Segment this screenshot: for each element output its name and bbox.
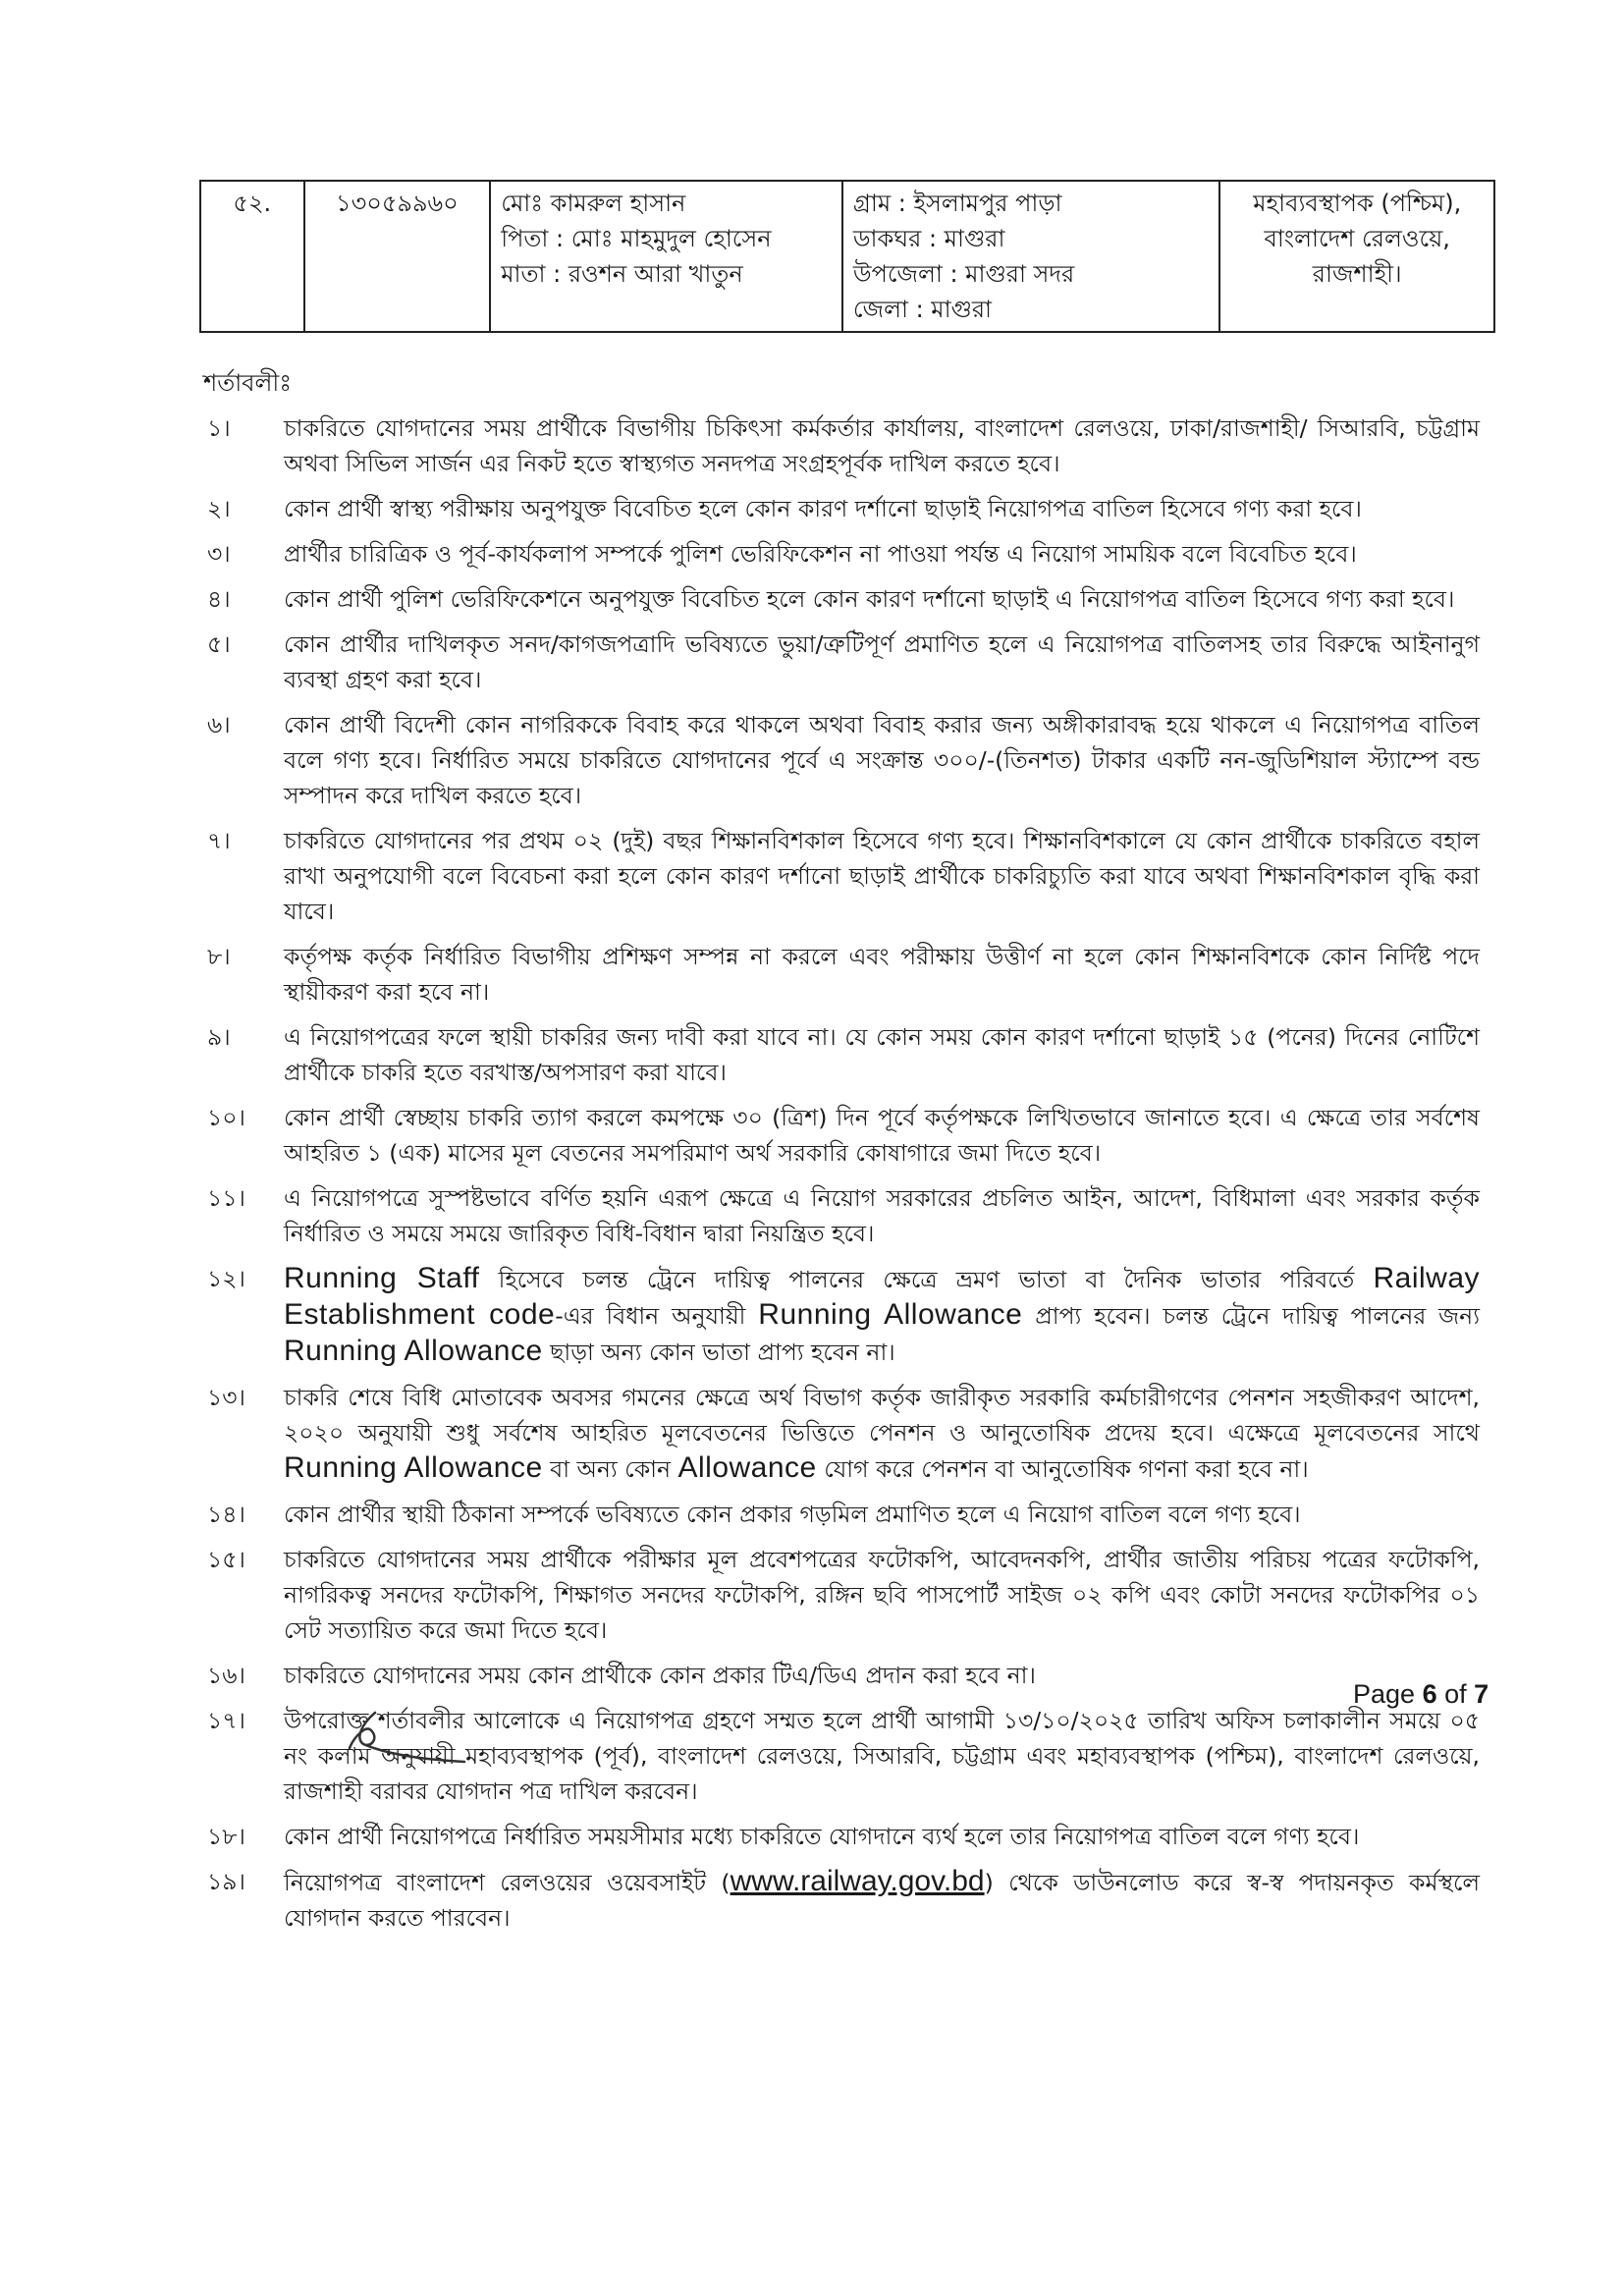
latin-term: Running Allowance — [758, 1298, 1023, 1331]
condition-number: ১। — [207, 414, 231, 442]
condition-number: ১৩। — [207, 1384, 245, 1411]
condition-number: ৯। — [207, 1023, 231, 1051]
condition-text: উপরোক্ত শর্তাবলীর আলোকে এ নিয়োগপত্র গ্রহণে সম্মত হলে প্রার্থী আগামী ১৩/১০/২০২৫ তারিখ অফিস চলাকালীন সময়ে ০৫ নং কলাম অনুযায়ী মহাব্যবস্থাপক (পূর্ব), বাংলাদেশ রেলওয়ে, সিআরবি, চট্টগ্রাম এবং মহাব্যবস্থাপক (পশ্চিম), বাংলাদেশ রেলওয়ে, রাজশাহী বরাবর যোগদান পত্র দাখিল করবেন। — [284, 1707, 1480, 1805]
condition-text: কোন প্রার্থী স্বাস্থ্য পরীক্ষায় অনুপযুক্ত বিবেচিত হলে কোন কারণ দর্শানো ছাড়াই নিয়োগপত্র বাতিল হিসেবে গণ্য করা হবে। — [284, 495, 1362, 522]
latin-term: Running Staff — [284, 1262, 480, 1294]
address-cell — [842, 181, 1220, 332]
condition-item — [203, 491, 1480, 526]
condition-number: ১৯। — [207, 1868, 245, 1895]
condition-number: ৮। — [207, 943, 231, 970]
serial-cell — [200, 181, 304, 332]
condition-text: কোন প্রার্থীর দাখিলকৃত সনদ/কাগজপত্রাদি ভবিষ্যতে ভুয়া/ত্রুটিপূর্ণ প্রমাণিত হলে এ নিয়োগপত্র বাতিলসহ তার বিরুদ্ধে আইনানুগ ব্যবস্থা গ্রহণ করা হবে। — [284, 630, 1480, 693]
serial-number: ৫২. — [233, 190, 272, 217]
condition-text: প্রার্থীর চারিত্রিক ও পূর্ব-কার্যকলাপ সম্পর্কে পুলিশ ভেরিফিকেশন না পাওয়া পর্যন্ত এ নিয়োগ সাময়িক বলে বিবেচিত হবে। — [284, 540, 1357, 568]
condition-number: ৬। — [207, 711, 231, 738]
condition-text: কোন প্রার্থী স্বেচ্ছায় চাকরি ত্যাগ করলে কমপক্ষে ৩০ (ত্রিশ) দিন পূর্বে কর্তৃপক্ষকে লিখিতভাবে জানাতে হবে। এ ক্ষেত্রে তার সর্বশেষ আহরিত ১ (এক) মাসের মূল বেতনের সমপরিমাণ অর্থ সরকারি কোষাগারে জমা দিতে হবে। — [284, 1104, 1480, 1167]
office-cell — [1219, 181, 1494, 332]
condition-item — [203, 581, 1480, 617]
condition-text: এ নিয়োগপত্রে সুস্পষ্টভাবে বর্ণিত হয়নি এরূপ ক্ষেত্রে এ নিয়োগ সরকারের প্রচলিত আইন, আদেশ, বিধিমালা এবং সরকার কর্তৃক নির্ধারিত ও সময়ে সময়ে জারিকৃত বিধি-বিধান দ্বারা নিয়ন্ত্রিত হবে। — [284, 1184, 1480, 1247]
text-run: ) থেকে ডাউনলোড করে স্ব-স্ব পদায়নকৃত কর্মস্থলে যোগদান করতে পারবেন। — [284, 1869, 1480, 1932]
condition-text: চাকরিতে যোগদানের সময় প্রার্থীকে পরীক্ষার মূল প্রবেশপত্রের ফটোকপি, আবেদনকপি, প্রার্থীর জাতীয় পরিচয় পত্রের ফটোকপি, নাগরিকত্ব সনদের ফটোকপি, শিক্ষাগত সনদের ফটোকপি, রঙ্গিন ছবি পাসপোর্ট সাইজ ০২ কপি এবং কোটা সনদের ফটোকপির ০১ সেট সত্যায়িত করে জমা দিতে হবে। — [284, 1546, 1480, 1644]
condition-text: কোন প্রার্থী পুলিশ ভেরিফিকেশনে অনুপযুক্ত বিবেচিত হলে কোন কারণ দর্শানো ছাড়াই এ নিয়োগপত্র বাতিল হিসেবে গণ্য করা হবে। — [284, 585, 1455, 613]
condition-text — [284, 1384, 1480, 1483]
condition-text: কর্তৃপক্ষ কর্তৃক নির্ধারিত বিভাগীয় প্রশিক্ষণ সম্পন্ন না করলে এবং পরীক্ষায় উত্তীর্ণ না হলে কোন শিক্ষানবিশকে কোন নির্দিষ্ট পদে স্থায়ীকরণ করা হবে না। — [284, 943, 1480, 1006]
condition-text: চাকরিতে যোগদানের পর প্রথম ০২ (দুই) বছর শিক্ষানবিশকাল হিসেবে গণ্য হবে। শিক্ষানবিশকালে যে কোন প্রার্থীকে চাকরিতে বহাল রাখা অনুপযোগী বলে বিবেচনা করা হলে কোন কারণ দর্শানো ছাড়াই প্রার্থীকে চাকরিচ্যুতি করা যাবে অথবা শিক্ষানবিশকাল বৃদ্ধি করা যাবে। — [284, 827, 1480, 925]
condition-number: ১৮। — [207, 1823, 245, 1850]
condition-number: ১২। — [207, 1265, 245, 1292]
signature-mark — [342, 1705, 469, 1774]
condition-text: চাকরিতে যোগদানের সময় কোন প্রার্থীকে কোন প্রকার টিএ/ডিএ প্রদান করা হবে না। — [284, 1662, 1036, 1689]
condition-item — [203, 707, 1480, 813]
condition-item — [203, 823, 1480, 929]
condition-text: চাকরিতে যোগদানের সময় প্রার্থীকে বিভাগীয় চিকিৎসা কর্মকর্তার কার্যালয়, বাংলাদেশ রেলওয়ে, ঢাকা/রাজশাহী/ সিআরবি, চট্টগ্রাম অথবা সিভিল সার্জন এর নিকট হতে স্বাস্থ্যগত সনদপত্র সংগ্রহপূর্বক দাখিল করতে হবে। — [284, 414, 1480, 477]
appointee-record-table — [199, 180, 1495, 333]
website-link[interactable]: www.railway.gov.bd — [730, 1865, 985, 1897]
condition-item — [203, 410, 1480, 481]
mother-line: মাতা : রওশন আরা খাতুন — [501, 260, 743, 288]
roll-cell — [304, 181, 491, 332]
condition-number: ১৪। — [207, 1501, 245, 1528]
condition-item — [203, 1100, 1480, 1171]
condition-number: ২। — [207, 495, 231, 522]
condition-number: ৫। — [207, 630, 231, 658]
text-run: হিসেবে চলন্ত ট্রেনে দায়িত্ব পালনের ক্ষেত্রে ভ্রমণ ভাতা বা দৈনিক ভাতার পরিবর্তে — [479, 1266, 1374, 1293]
upazila-line: উপজেলা : মাগুরা সদর — [852, 260, 1075, 288]
condition-text: কোন প্রার্থীর স্থায়ী ঠিকানা সম্পর্কে ভবিষ্যতে কোন প্রকার গড়মিল প্রমাণিত হলে এ নিয়োগ বাতিল বলে গণ্য হবে। — [284, 1501, 1301, 1528]
condition-text: কোন প্রার্থী নিয়োগপত্রে নির্ধারিত সময়সীমার মধ্যে চাকরিতে যোগদানে ব্যর্থ হলে তার নিয়োগপত্র বাতিল বলে গণ্য হবে। — [284, 1823, 1360, 1850]
text-run: চাকরি শেষে বিধি মোতাবেক অবসর গমনের ক্ষেত্রে অর্থ বিভাগ কর্তৃক জারীকৃত সরকারি কর্মচারীগণের পেনশন সহজীকরণ আদেশ, ২০২০ অনুযায়ী শুধু সর্বশেষ আহরিত মূলবেতনের ভিত্তিতে পেনশন ও আনুতোষিক প্রদেয় হবে। এক্ষেত্রে মূলবেতনের সাথে — [284, 1384, 1480, 1447]
condition-item — [203, 939, 1480, 1010]
village-line: গ্রাম : ইসলামপুর পাড়া — [852, 190, 1062, 217]
text-run: ছাড়া অন্য কোন ভাতা প্রাপ্য হবেন না। — [542, 1339, 895, 1366]
text-run: নিয়োগপত্র বাংলাদেশ রেলওয়ের ওয়েবসাইট ( — [284, 1869, 731, 1896]
text-run: বা অন্য কোন — [542, 1455, 678, 1483]
condition-text — [284, 1865, 1480, 1932]
condition-number: ১৬। — [207, 1662, 245, 1689]
office-line: বাংলাদেশ রেলওয়ে, — [1264, 225, 1450, 252]
text-run: প্রাপ্য হবেন। চলন্ত ট্রেনে দায়িত্ব পালনের জন্য — [1022, 1302, 1481, 1330]
condition-item — [203, 1019, 1480, 1090]
name-cell — [490, 181, 842, 332]
condition-number: ৪। — [207, 585, 231, 613]
conditions-heading: শর্তাবলীঃ — [203, 369, 293, 397]
condition-number: ৩। — [207, 540, 231, 568]
condition-item — [203, 1658, 1480, 1693]
condition-item — [203, 536, 1480, 572]
district-line: জেলা : মাগুরা — [852, 296, 993, 323]
condition-item — [203, 1864, 1480, 1936]
condition-item — [203, 1542, 1480, 1648]
text-run: যোগ করে পেনশন বা আনুতোষিক গণনা করা হবে না। — [816, 1455, 1309, 1483]
latin-term: Allowance — [677, 1451, 817, 1484]
latin-term: Running Allowance — [284, 1335, 543, 1367]
condition-number: ৭। — [207, 827, 231, 854]
office-line: মহাব্যবস্থাপক (পশ্চিম), — [1253, 190, 1462, 217]
latin-term: Running Allowance — [284, 1451, 543, 1484]
office-line: রাজশাহী। — [1312, 260, 1402, 288]
condition-number: ১৫। — [207, 1546, 245, 1573]
roll-number: ১৩০৫৯৯৬০ — [336, 190, 459, 217]
total-pages: 7 — [1474, 1679, 1489, 1709]
condition-item — [203, 1180, 1480, 1251]
condition-item — [203, 1497, 1480, 1532]
condition-item — [203, 1261, 1480, 1370]
latin-term: Railway Establishment code — [284, 1262, 1480, 1331]
name-line: মোঃ কামরুল হাসান — [501, 190, 686, 217]
condition-number: ১০। — [207, 1104, 245, 1131]
condition-item — [203, 1380, 1480, 1487]
condition-item — [203, 627, 1480, 697]
table-row — [200, 181, 1494, 332]
current-page: 6 — [1422, 1679, 1437, 1709]
condition-text: কোন প্রার্থী বিদেশী কোন নাগরিককে বিবাহ করে থাকলে অথবা বিবাহ করার জন্য অঙ্গীকারাবদ্ধ হয়ে থাকলে এ নিয়োগপত্র বাতিল বলে গণ্য হবে। নির্ধারিত সময়ে চাকরিতে যোগদানের পূর্বে এ সংক্রান্ত ৩০০/-(তিনশত) টাকার একটি নন-জুডিশিয়াল স্ট্যাম্পে বন্ড সম্পাদন করে দাখিল করতে হবে। — [284, 711, 1480, 809]
condition-text: এ নিয়োগপত্রের ফলে স্থায়ী চাকরির জন্য দাবী করা যাবে না। যে কোন সময় কোন কারণ দর্শানো ছাড়াই ১৫ (পনের) দিনের নোটিশে প্রার্থীকে চাকরি হতে বরখাস্ত/অপসারণ করা যাবে। — [284, 1023, 1480, 1086]
text-run: -এর বিধান অনুযায়ী — [555, 1302, 759, 1330]
condition-number: ১১। — [207, 1184, 245, 1212]
page-number: Page 6 of 7 — [1353, 1679, 1489, 1709]
post-office-line: ডাকঘর : মাগুরা — [852, 225, 1005, 252]
condition-text — [284, 1262, 1481, 1367]
condition-number: ১৭। — [207, 1707, 245, 1734]
condition-item — [203, 1819, 1480, 1854]
father-line: পিতা : মোঃ মাহমুদুল হোসেন — [501, 225, 772, 252]
